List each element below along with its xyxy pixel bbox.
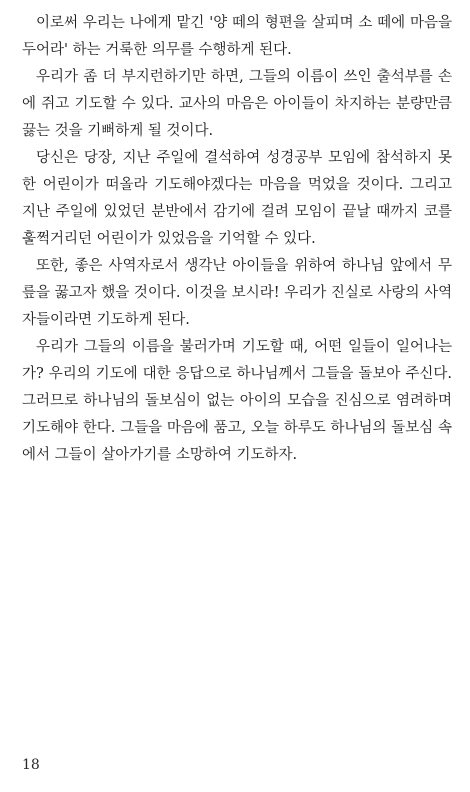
text-line: 이로써 우리는 나에게 맡긴 '양 떼의 형편을 살피며 소 떼에 마음을 [36,15,452,31]
paragraph [22,10,452,64]
text-line: 그러므로 하나님의 돌보심이 없는 아이의 모습을 진심으로 염려하며 [22,393,452,409]
text-line: 두어라' 하는 거룩한 의무를 수행하게 된다. [22,42,292,58]
text-line: 훌쩍거리던 어린이가 있었음을 기억할 수 있다. [22,231,316,247]
text-line: 지난 주일에 있었던 분반에서 감기에 걸려 모임이 끝날 때까지 코를 [22,204,452,220]
text-line: 끓는 것을 기뻐하게 될 것이다. [22,123,214,139]
paragraph [22,145,452,253]
paragraph [22,64,452,145]
text-line: 한 어린이가 떠올라 기도해야겠다는 마음을 먹었을 것이다. 그리고 [22,177,452,193]
text-line: 릎을 꿇고자 했을 것이다. 이것을 보시라! 우리가 진실로 사랑의 사역 [22,285,453,301]
paragraph [22,253,452,334]
text-line: 에서 그들이 살아가기를 소망하여 기도하자. [22,447,298,463]
text-line: 에 쥐고 기도할 수 있다. 교사의 마음은 아이들이 차지하는 분량만큼 [22,96,452,112]
text-line: 기도해야 한다. 그들을 마음에 품고, 오늘 하루도 하나님의 돌보심 속 [22,420,452,436]
page-number: 18 [22,757,40,773]
text-line: 가? 우리의 기도에 대한 응답으로 하나님께서 그들을 돌보아 주신다. [22,366,452,382]
body-text [22,10,452,469]
text-line: 우리가 그들의 이름을 불러가며 기도할 때, 어떤 일들이 일어나는 [36,339,452,355]
text-line: 당신은 당장, 지난 주일에 결석하여 성경공부 모임에 참석하지 못 [36,150,452,166]
text-line: 자들이라면 기도하게 된다. [22,312,190,328]
paragraph [22,334,452,469]
text-line: 또한, 좋은 사역자로서 생각난 아이들을 위하여 하나님 앞에서 무 [36,258,452,274]
text-line: 우리가 좀 더 부지런하기만 하면, 그들의 이름이 쓰인 출석부를 손 [36,69,452,85]
